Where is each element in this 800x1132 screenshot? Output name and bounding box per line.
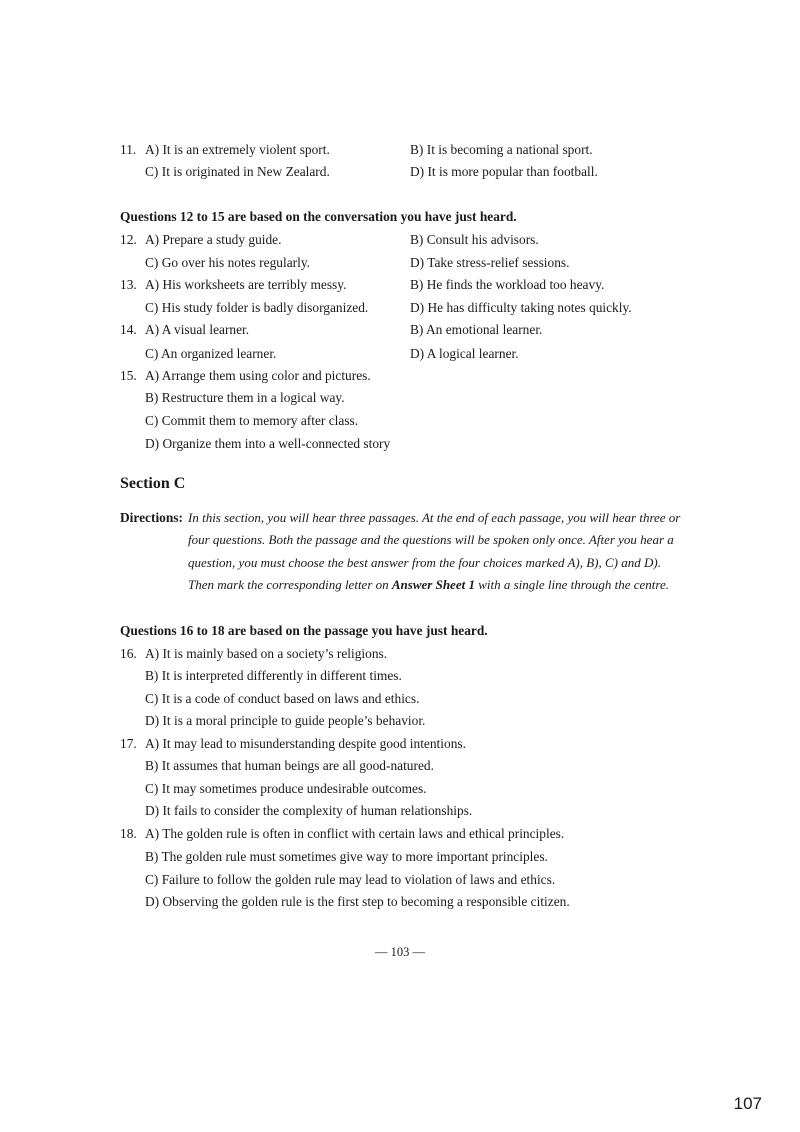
option-b: B) It is interpreted differently in different times. [145, 668, 402, 683]
option-a: A) Arrange them using color and pictures. [145, 368, 371, 383]
option-a: A) His worksheets are terribly messy. [145, 277, 347, 292]
section-c-title: Section C [120, 475, 186, 492]
option-d: D) Observing the golden rule is the first step to becoming a responsible citizen. [145, 894, 570, 909]
question-number: 11. [120, 142, 137, 157]
option-c: C) Go over his notes regularly. [145, 255, 310, 270]
option-c: C) It is originated in New Zealard. [145, 164, 330, 179]
option-b: B) He finds the workload too heavy. [410, 277, 605, 292]
option-c: C) His study folder is badly disorganized. [145, 300, 369, 315]
directions-line-4 [188, 576, 669, 594]
page-footer-number: — 103 — [375, 945, 425, 959]
directions-line-4-end: with a single line through the centre. [478, 577, 669, 592]
option-c: C) It may sometimes produce undesirable outcomes. [145, 781, 427, 796]
option-d: D) It fails to consider the complexity of human relationships. [145, 803, 473, 818]
directions-line-1: In this section, you will hear three passages. At the end of each passage, you will hear three or [188, 510, 681, 525]
option-d: D) It is a moral principle to guide people’s behavior. [145, 713, 426, 728]
option-d: D) Take stress-relief sessions. [410, 255, 570, 270]
option-d: D) Organize them into a well-connected story [145, 436, 391, 451]
option-c: C) An organized learner. [145, 346, 277, 361]
option-a: A) Prepare a study guide. [145, 232, 282, 247]
question-number: 14. [120, 322, 137, 337]
option-b: B) Consult his advisors. [410, 232, 539, 247]
question-number: 12. [120, 232, 137, 247]
directions-label: Directions: [120, 510, 183, 525]
option-c: C) Failure to follow the golden rule may lead to violation of laws and ethics. [145, 872, 556, 887]
option-a: A) It is mainly based on a society’s religions. [145, 646, 388, 661]
directions-line-3: question, you must choose the best answer from the four choices marked A), B), C) and D). [188, 555, 661, 570]
option-a: A) The golden rule is often in conflict with certain laws and ethical principles. [145, 826, 565, 841]
scan-page-number: 107 [733, 1094, 762, 1113]
option-d: D) It is more popular than football. [410, 164, 598, 179]
directions-line-4-start: Then mark the corresponding letter on [188, 577, 389, 592]
option-d: D) A logical learner. [410, 346, 519, 361]
question-number: 15. [120, 368, 137, 383]
option-a: A) It is an extremely violent sport. [145, 142, 330, 157]
option-d: D) He has difficulty taking notes quickly. [410, 300, 632, 315]
option-a: A) It may lead to misunderstanding despite good intentions. [145, 736, 466, 751]
option-b: B) It is becoming a national sport. [410, 142, 593, 157]
option-c: C) Commit them to memory after class. [145, 413, 359, 428]
question-number: 17. [120, 736, 137, 751]
question-number: 13. [120, 277, 137, 292]
option-b: B) It assumes that human beings are all good-natured. [145, 758, 434, 773]
questions-12-15-heading: Questions 12 to 15 are based on the conversation you have just heard. [120, 209, 517, 224]
question-number: 18. [120, 826, 137, 841]
answer-sheet-label: Answer Sheet 1 [391, 577, 475, 592]
option-b: B) The golden rule must sometimes give way to more important principles. [145, 849, 548, 864]
option-a: A) A visual learner. [145, 322, 250, 337]
option-b: B) An emotional learner. [410, 322, 543, 337]
questions-16-18-heading: Questions 16 to 18 are based on the passage you have just heard. [120, 623, 488, 638]
option-c: C) It is a code of conduct based on laws and ethics. [145, 691, 420, 706]
directions-line-2: four questions. Both the passage and the questions will be spoken only once. After you hear a [188, 532, 674, 547]
option-b: B) Restructure them in a logical way. [145, 390, 345, 405]
question-number: 16. [120, 646, 137, 661]
